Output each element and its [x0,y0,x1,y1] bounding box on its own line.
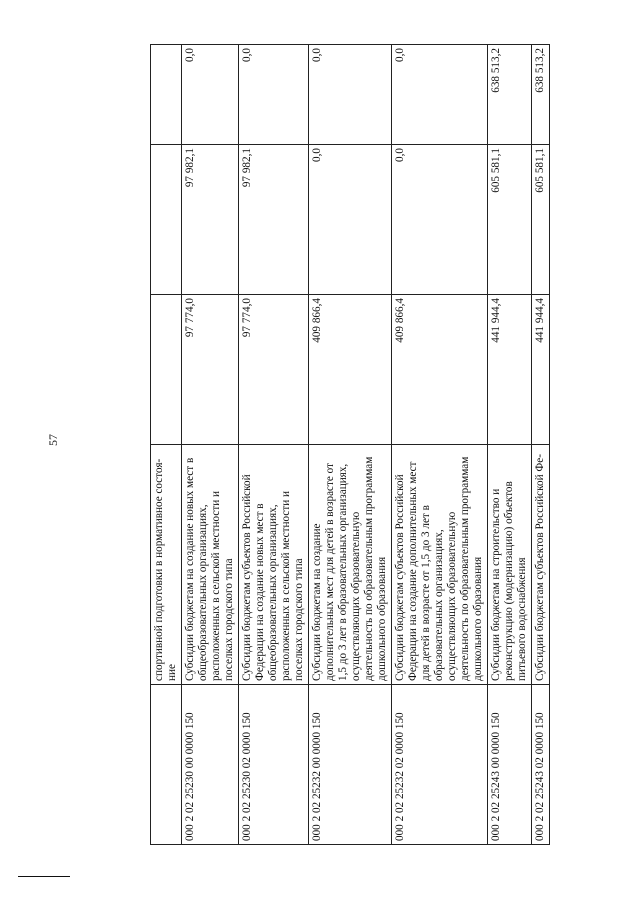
value-year-3: 0,0 [392,45,488,145]
table-row [151,45,182,845]
value-year-2: 97 982,1 [182,145,239,295]
item-name: Субсидии бюджетам субъектов Российской Федерации на создание новых мест в общеобразовательных организациях, расположенных в сельской местности и поселках городского типа [239,445,309,685]
rotated-page-content [150,45,640,845]
budget-table [150,44,550,845]
item-name: спортивной подготовки в нормативное состоя-ние [151,445,182,685]
item-name: Субсидии бюджетам на строительство и реконструкцию (модернизацию) объектов питьевого водоснабжения [488,445,532,685]
footnote-divider [18,876,70,877]
table-row [239,45,309,845]
page-number: 57 [46,434,60,446]
value-year-2: 605 581,1 [532,145,550,295]
value-year-2: 97 982,1 [239,145,309,295]
budget-code [151,685,182,845]
value-year-1: 441 944,4 [488,295,532,445]
item-name: Субсидии бюджетам субъектов Российской Фе- [532,445,550,685]
budget-code: 000 2 02 25232 00 0000 150 [309,685,392,845]
item-name: Субсидии бюджетам на создание новых мест в общеобразовательных организациях, расположенных в сельской местности и поселках городского типа [182,445,239,685]
table-row [488,45,532,845]
value-year-3: 638 513,2 [488,45,532,145]
value-year-3 [151,45,182,145]
budget-code: 000 2 02 25230 02 0000 150 [239,685,309,845]
item-name: Субсидии бюджетам субъектов Российской Федерации на создание дополнительных мест для детей в возрасте от 1,5 до 3 лет в образовательных организациях, осуществляющих образовательную деятельность по образовательным программам дошкольного образования [392,445,488,685]
value-year-2: 0,0 [309,145,392,295]
value-year-1: 97 774,0 [239,295,309,445]
budget-code: 000 2 02 25243 00 0000 150 [488,685,532,845]
value-year-3: 0,0 [182,45,239,145]
value-year-3: 638 513,2 [532,45,550,145]
value-year-1: 97 774,0 [182,295,239,445]
item-name: Субсидии бюджетам на создание дополнительных мест для детей в возрасте от 1,5 до 3 лет в образовательных организациях, осуществляющих образовательную деятельность по образовательным программам дошкольного образования [309,445,392,685]
budget-code: 000 2 02 25232 02 0000 150 [392,685,488,845]
value-year-1: 409 866,4 [309,295,392,445]
value-year-3: 0,0 [309,45,392,145]
value-year-2: 605 581,1 [488,145,532,295]
budget-code: 000 2 02 25230 00 0000 150 [182,685,239,845]
value-year-3: 0,0 [239,45,309,145]
table-row [182,45,239,845]
value-year-1: 409 866,4 [392,295,488,445]
value-year-1 [151,295,182,445]
value-year-1: 441 944,4 [532,295,550,445]
value-year-2 [151,145,182,295]
table-row [392,45,488,845]
table-row [309,45,392,845]
budget-code: 000 2 02 25243 02 0000 150 [532,685,550,845]
table-row [532,45,550,845]
value-year-2: 0,0 [392,145,488,295]
